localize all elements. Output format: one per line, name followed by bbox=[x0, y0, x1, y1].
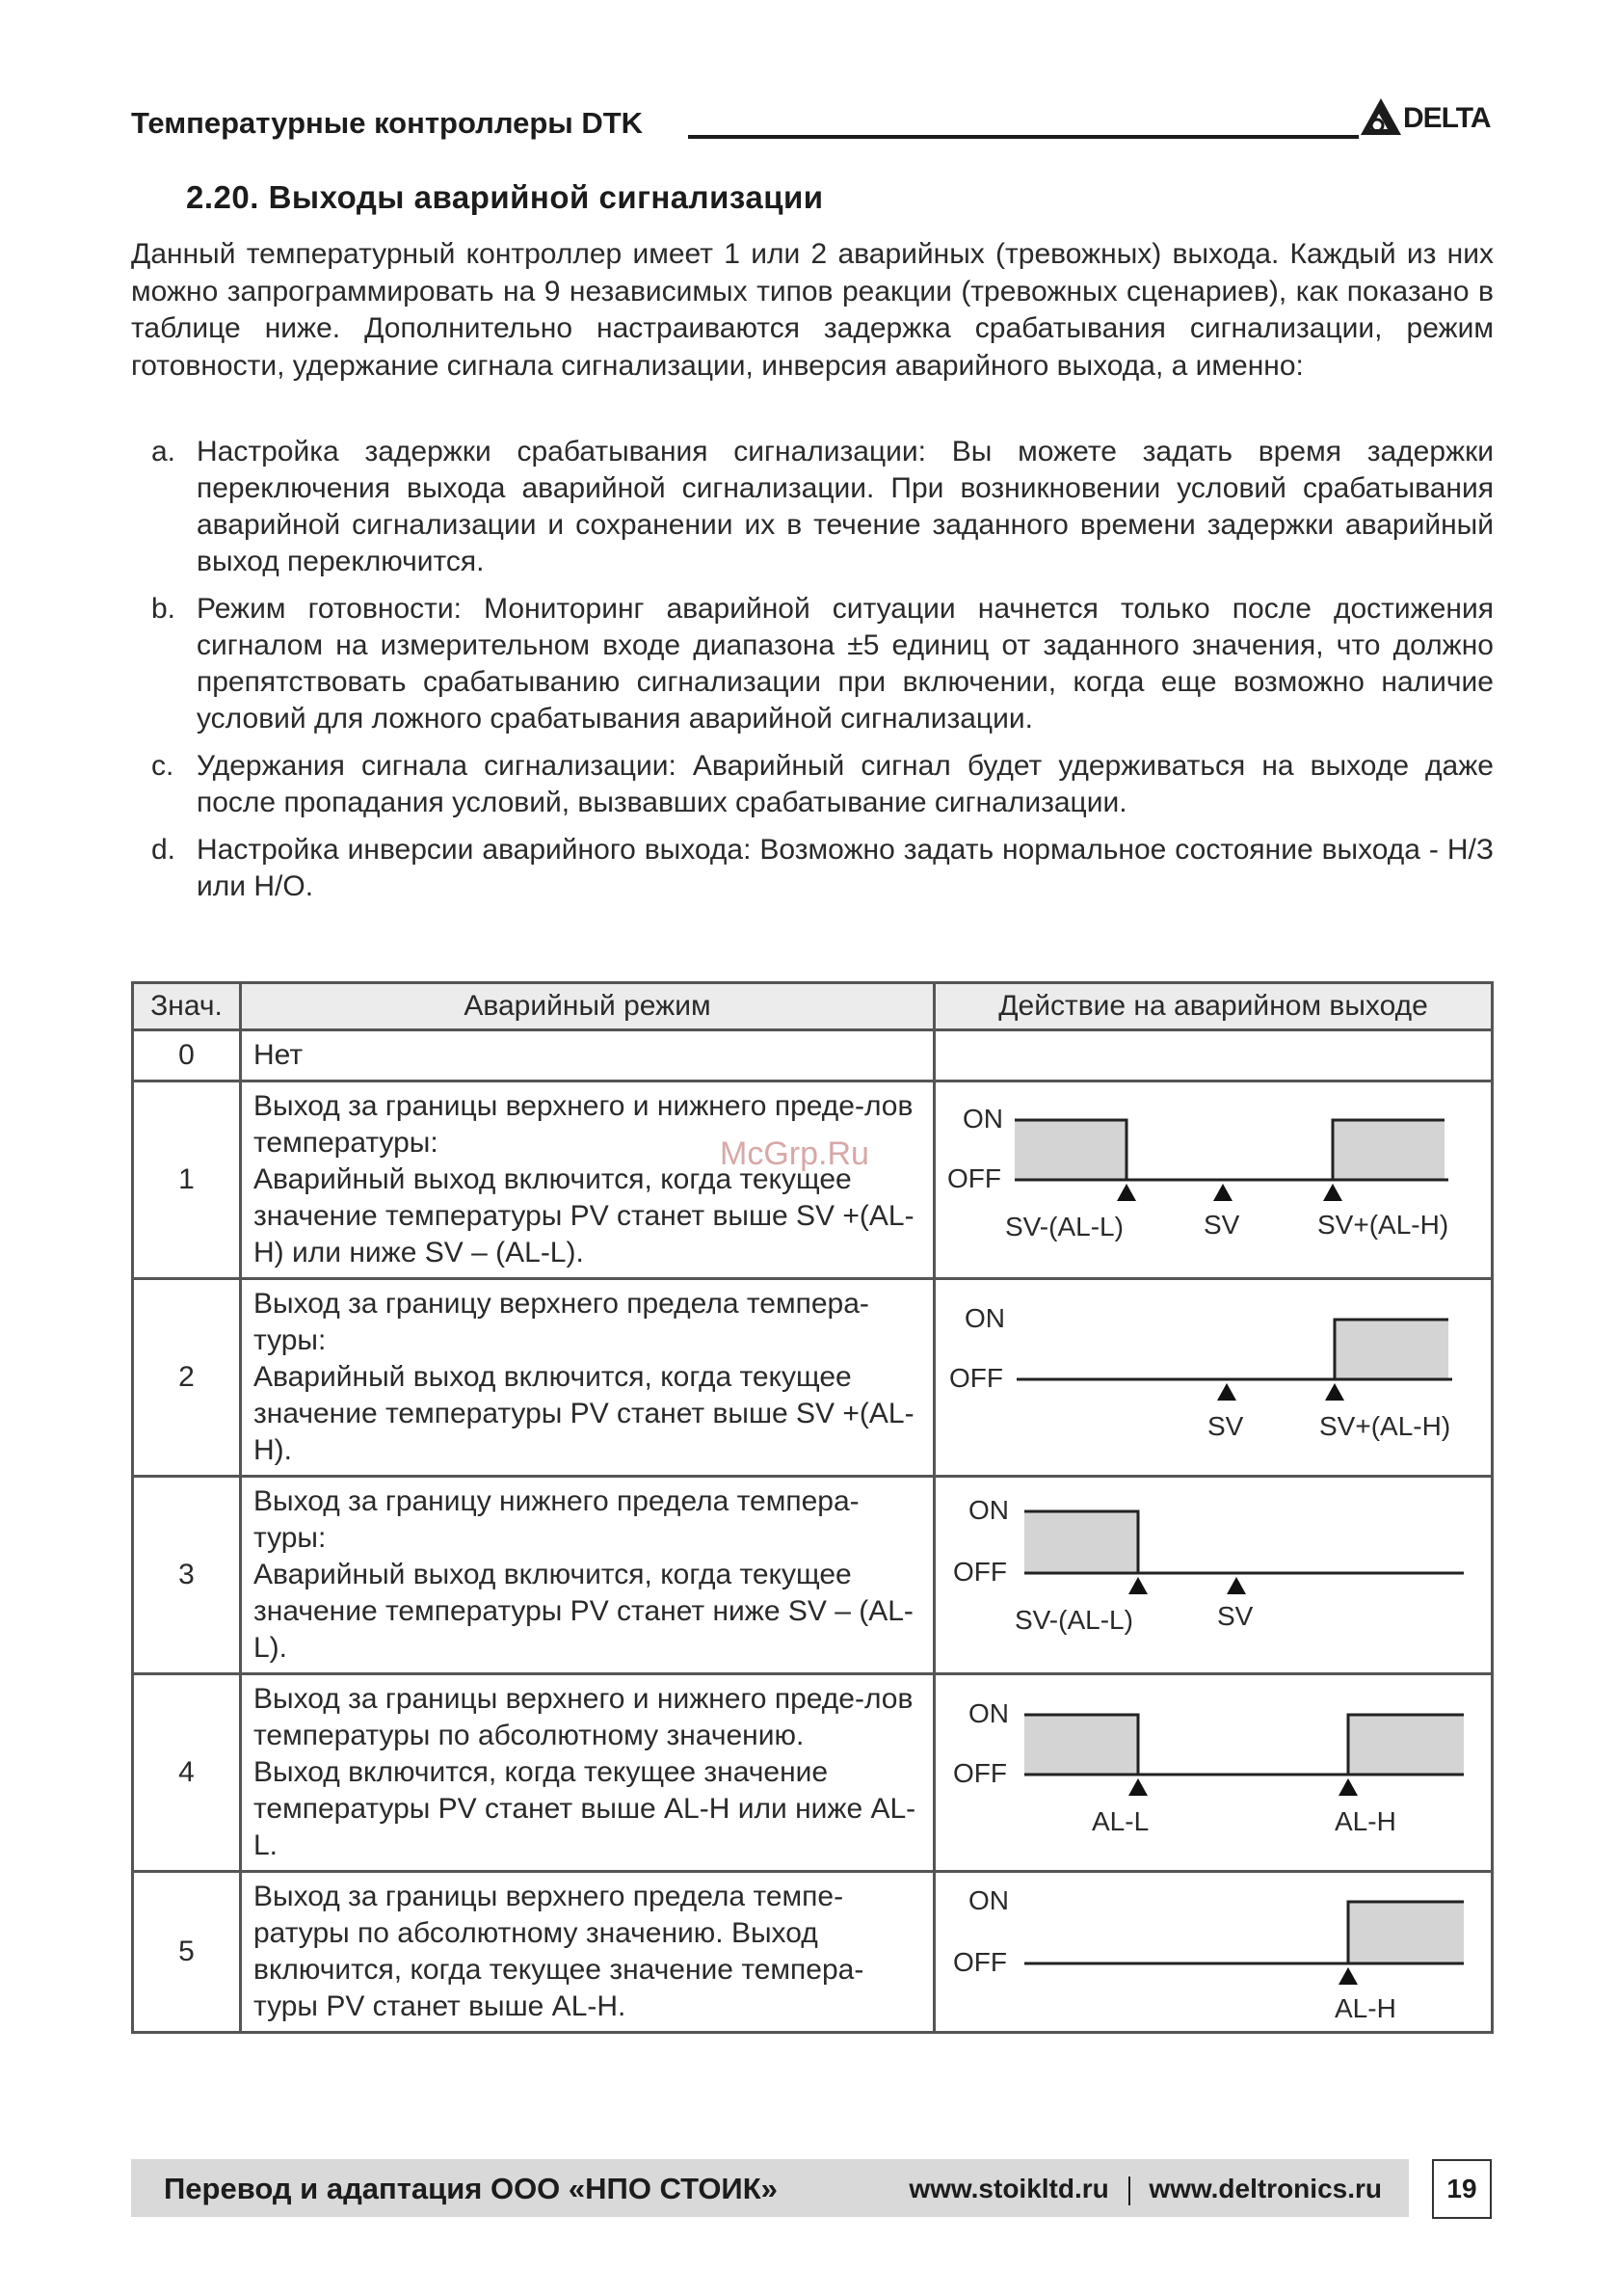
mode-cell: Выход за границы верхнего предела темпе-ратуры по абсолютному значению. Выход включится, когда текущее значение темпера-туры PV станет выше AL-H. bbox=[241, 1872, 935, 2033]
section-title: 2.20. Выходы аварийной сигнализации bbox=[186, 179, 824, 215]
marker-arrow bbox=[1323, 1184, 1342, 1201]
list-marker: c. bbox=[151, 750, 174, 782]
on-label: ON bbox=[963, 1104, 1003, 1134]
footer-links bbox=[909, 2174, 1382, 2205]
on-region-low bbox=[1015, 1120, 1127, 1180]
marker-label: SV+(AL-H) bbox=[1319, 1411, 1451, 1441]
header-title: Температурные контроллеры DTK bbox=[131, 106, 644, 140]
list-marker: a. bbox=[151, 436, 176, 467]
code-cell: 2 bbox=[133, 1279, 241, 1477]
mode-cell: Выход за границы верхнего и нижнего преде-лов температуры: Аварийный выход включится, когда текущее значение температуры PV станет выше SV +(AL-H) или ниже SV – (AL-L). bbox=[241, 1081, 935, 1279]
logo-text: DELTA bbox=[1403, 102, 1491, 134]
list-item-text: Режим готовности: Мониторинг аварийной ситуации начнется только после достижения сигналом на измерительном входе диапазона ±5 единиц от заданного значения, что должно препятствовать срабатыванию сигнализации при включении, когда еще возможно наличие условий для ложного срабатывания аварийной сигнализации. bbox=[197, 593, 1494, 734]
table-row bbox=[133, 1030, 1493, 1081]
page-header bbox=[131, 102, 1494, 150]
on-label: ON bbox=[968, 1698, 1009, 1728]
list-item-text: Настройка задержки срабатывания сигнализации: Вы можете задать время задержки переключения выхода аварийной сигнализации. При возникновении условий срабатывания аварийной сигнализации и сохранении их в течение заданного времени задержки аварийный выход переключится. bbox=[197, 436, 1494, 577]
settings-list bbox=[131, 434, 1494, 916]
table-row bbox=[133, 1674, 1493, 1872]
marker-label: SV-(AL-L) bbox=[1005, 1212, 1124, 1241]
table-row bbox=[133, 1872, 1493, 2033]
action-cell bbox=[935, 1279, 1493, 1477]
table-row bbox=[133, 1279, 1493, 1477]
on-label: ON bbox=[965, 1303, 1005, 1333]
column-header-action: Действие на аварийном выходе bbox=[935, 983, 1493, 1030]
marker-arrow bbox=[1217, 1383, 1236, 1401]
marker-label: SV+(AL-H) bbox=[1317, 1210, 1449, 1240]
marker-label: SV bbox=[1204, 1210, 1240, 1240]
code-cell: 4 bbox=[133, 1674, 241, 1872]
list-item bbox=[131, 832, 1494, 905]
marker-arrow bbox=[1128, 1778, 1148, 1796]
list-item bbox=[131, 748, 1494, 821]
column-header-code: Знач. bbox=[133, 983, 241, 1030]
marker-arrow bbox=[1213, 1184, 1233, 1201]
marker-label: AL-H bbox=[1335, 1806, 1396, 1836]
table-header-row bbox=[133, 983, 1493, 1030]
header-rule bbox=[688, 135, 1359, 139]
on-region-high bbox=[1335, 1320, 1448, 1379]
marker-label: SV bbox=[1217, 1601, 1254, 1631]
marker-label: AL-H bbox=[1335, 1993, 1396, 2023]
on-region-high bbox=[1348, 1715, 1464, 1775]
off-label: OFF bbox=[949, 1363, 1003, 1393]
code-cell: 1 bbox=[133, 1081, 241, 1279]
page-number: 19 bbox=[1432, 2159, 1492, 2219]
list-item-text: Настройка инверсии аварийного выхода: Возможно задать нормальное состояние выхода - Н/З или Н/О. bbox=[197, 834, 1494, 902]
delta-logo bbox=[1359, 94, 1494, 139]
alarm-diagram-1 bbox=[936, 1083, 1493, 1276]
mode-cell: Выход за границы верхнего и нижнего преде-лов температуры по абсолютному значению. Выход включится, когда текущее значение температуры PV станет выше AL-H или ниже AL-L. bbox=[241, 1674, 935, 1872]
watermark: McGrp.Ru bbox=[720, 1135, 869, 1172]
list-marker: b. bbox=[151, 593, 176, 625]
intro-paragraph: Данный температурный контроллер имеет 1 или 2 аварийных (тревожных) выхода. Каждый из них можно запрограммировать на 9 независимых типов реакции (тревожных сценариев), как показано в таблице ниже. Дополнительно настраиваются задержка срабатывания сигнализации, режим готовности, удержание сигнала сигнализации, инверсия аварийного выхода, а именно: bbox=[131, 238, 1494, 382]
action-cell-empty bbox=[935, 1030, 1493, 1081]
code-cell: 0 bbox=[133, 1030, 241, 1081]
mode-cell: Нет bbox=[241, 1030, 935, 1081]
footer-link-deltronics[interactable]: www.deltronics.ru bbox=[1149, 2174, 1382, 2203]
list-item bbox=[131, 434, 1494, 580]
off-label: OFF bbox=[953, 1557, 1007, 1587]
delta-triangle-icon bbox=[1359, 94, 1403, 139]
marker-arrow bbox=[1128, 1577, 1148, 1594]
mode-cell: Выход за границу верхнего предела темпера-туры: Аварийный выход включится, когда текущее значение температуры PV станет выше SV +(AL-H). bbox=[241, 1279, 935, 1477]
alarm-diagram-5 bbox=[936, 1873, 1493, 2031]
marker-arrow bbox=[1339, 1967, 1358, 1985]
alarm-diagram-2 bbox=[936, 1281, 1493, 1474]
marker-arrow bbox=[1117, 1184, 1136, 1201]
marker-arrow bbox=[1339, 1778, 1358, 1796]
on-label: ON bbox=[968, 1885, 1009, 1915]
on-region-high bbox=[1348, 1902, 1464, 1963]
alarm-diagram-4 bbox=[936, 1676, 1493, 1869]
footer-credit: Перевод и адаптация ООО «НПО СТОИК» bbox=[164, 2172, 778, 2205]
footer-link-stoik[interactable]: www.stoikltd.ru bbox=[909, 2174, 1109, 2203]
marker-label: SV-(AL-L) bbox=[1015, 1605, 1133, 1635]
on-region-low bbox=[1024, 1715, 1138, 1775]
column-header-mode: Аварийный режим bbox=[241, 983, 935, 1030]
alarm-diagram-3 bbox=[936, 1479, 1493, 1671]
marker-label: AL-L bbox=[1092, 1806, 1150, 1836]
table-row bbox=[133, 1477, 1493, 1674]
code-cell: 5 bbox=[133, 1872, 241, 2033]
marker-arrow bbox=[1325, 1383, 1344, 1401]
code-cell: 3 bbox=[133, 1477, 241, 1674]
action-cell bbox=[935, 1872, 1493, 2033]
footer-separator bbox=[1128, 2176, 1130, 2205]
marker-arrow bbox=[1227, 1577, 1246, 1594]
on-label: ON bbox=[968, 1495, 1009, 1525]
on-region-high bbox=[1333, 1120, 1445, 1180]
page-footer bbox=[131, 2159, 1409, 2217]
list-item-text: Удержания сигнала сигнализации: Аварийный сигнал будет удерживаться на выходе даже после пропадания условий, вызвавших срабатывание сигнализации. bbox=[197, 750, 1494, 818]
off-label: OFF bbox=[947, 1163, 1001, 1193]
marker-label: SV bbox=[1207, 1411, 1244, 1441]
table-row bbox=[133, 1081, 1493, 1279]
action-cell bbox=[935, 1477, 1493, 1674]
action-cell bbox=[935, 1081, 1493, 1279]
on-region-low bbox=[1024, 1511, 1138, 1573]
list-item bbox=[131, 591, 1494, 737]
action-cell bbox=[935, 1674, 1493, 1872]
mode-cell: Выход за границу нижнего предела темпера-туры: Аварийный выход включится, когда текущее значение температуры PV станет ниже SV – (AL-L). bbox=[241, 1477, 935, 1674]
off-label: OFF bbox=[953, 1947, 1007, 1977]
off-label: OFF bbox=[953, 1758, 1007, 1788]
list-marker: d. bbox=[151, 834, 176, 866]
